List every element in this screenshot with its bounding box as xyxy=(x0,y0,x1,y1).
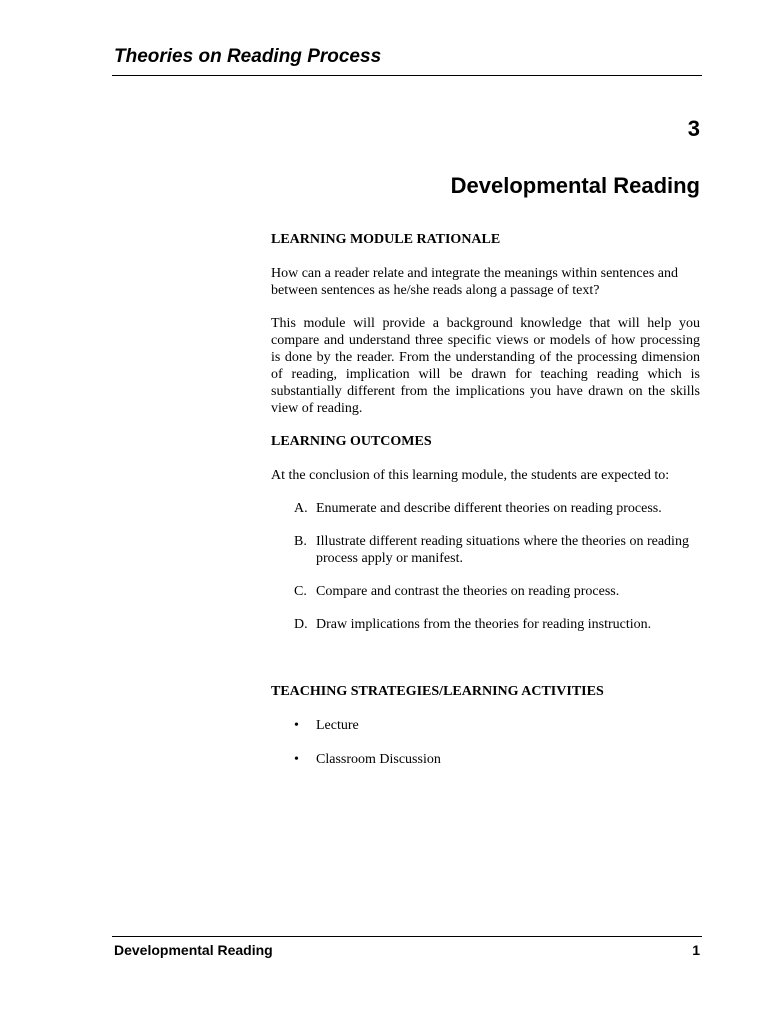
strategy-text: Lecture xyxy=(316,718,359,733)
rationale-heading: LEARNING MODULE RATIONALE xyxy=(271,232,501,247)
outcome-text: Enumerate and describe different theories on reading process. xyxy=(316,501,662,516)
outcome-item xyxy=(271,500,700,517)
outcome-item xyxy=(271,583,700,600)
outcome-text: Illustrate different reading situations where the theories on reading process apply or manifest. xyxy=(316,534,689,566)
strategy-item xyxy=(271,717,700,734)
strategies-heading: TEACHING STRATEGIES/LEARNING ACTIVITIES xyxy=(271,684,604,699)
outcome-item xyxy=(271,616,700,633)
chapter-title: Developmental Reading xyxy=(450,173,700,198)
header-title: Theories on Reading Process xyxy=(114,46,382,67)
outcome-item xyxy=(271,533,700,567)
outcome-marker: A. xyxy=(294,501,308,516)
outcomes-list xyxy=(271,500,700,633)
outcome-text: Draw implications from the theories for reading instruction. xyxy=(316,617,652,632)
page-header xyxy=(112,44,702,76)
rationale-question: How can a reader relate and integrate the meanings within sentences and between sentences as he/she reads along a passage of text? xyxy=(271,266,678,298)
outcome-text: Compare and contrast the theories on reading process. xyxy=(316,584,620,599)
strategies-list xyxy=(271,717,700,768)
page-number: 1 xyxy=(692,942,700,958)
outcome-marker: B. xyxy=(294,534,307,549)
rationale-body: This module will provide a background knowledge that will help you compare and understand three specific views or models of how processing is done by the reader. From the understanding of the processing dimension of reading, implication will be drawn for teaching reading which is substantially different from the implications you have drawn on the skills view of reading. xyxy=(271,316,700,416)
strategy-text: Classroom Discussion xyxy=(316,752,441,767)
bullet-icon: • xyxy=(294,752,299,767)
main-content xyxy=(271,231,700,785)
section-spacer xyxy=(271,649,700,683)
footer-title: Developmental Reading xyxy=(114,942,273,958)
outcomes-heading: LEARNING OUTCOMES xyxy=(271,434,432,449)
outcome-marker: D. xyxy=(294,617,308,632)
chapter-number: 3 xyxy=(687,116,700,141)
strategy-item xyxy=(271,751,700,768)
outcome-marker: C. xyxy=(294,584,307,599)
outcomes-intro: At the conclusion of this learning module, the students are expected to: xyxy=(271,468,670,483)
page-footer xyxy=(112,936,702,967)
bullet-icon: • xyxy=(294,718,299,733)
